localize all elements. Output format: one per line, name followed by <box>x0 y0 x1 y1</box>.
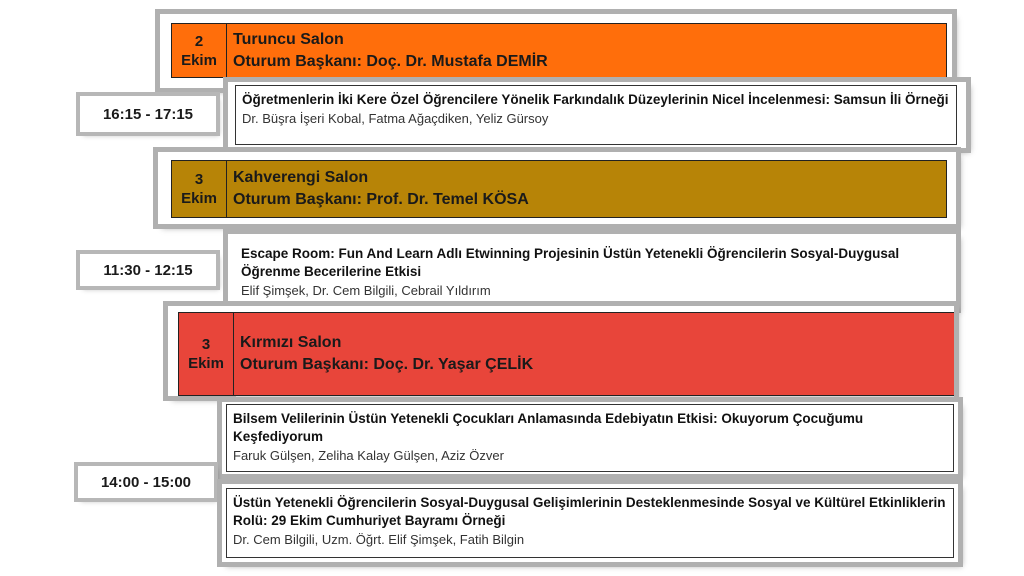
session-day: 3 <box>194 171 204 188</box>
session-date <box>172 161 227 217</box>
paper-title: Üstün Yetenekli Öğrencilerin Sosyal-Duygusal Gelişimlerinin Desteklenmesinde Sosyal ve Kültürel Etkinliklerin Rolü: 29 Ekim Cumhuriyet Bayramı Örneği <box>233 495 946 528</box>
time-slot: 14:00 - 15:00 <box>78 466 214 498</box>
session-info <box>227 161 529 217</box>
session-chair: Oturum Başkanı: Doç. Dr. Yaşar ÇELİK <box>240 356 534 373</box>
session-hall: Kahverengi Salon <box>233 169 369 186</box>
paper-title: Bilsem Velilerinin Üstün Yetenekli Çocukları Anlamasında Edebiyatın Etkisi: Okuyorum Çocuğumu Keşfediyorum <box>233 411 864 444</box>
time-slot: 11:30 - 12:15 <box>80 254 216 286</box>
clipped-row-strip <box>236 396 954 401</box>
session-month: Ekim <box>181 190 217 207</box>
session-chair: Oturum Başkanı: Doç. Dr. Mustafa DEMİR <box>233 52 548 70</box>
session-date <box>172 24 227 77</box>
session-info <box>227 24 548 77</box>
paper-authors: Elif Şimşek, Dr. Cem Bilgili, Cebrail Yıldırım <box>241 283 491 298</box>
paper-entry <box>226 488 954 558</box>
session-header-turuncu <box>171 23 947 78</box>
session-hall: Kırmızı Salon <box>240 334 342 351</box>
paper-authors: Faruk Gülşen, Zeliha Kalay Gülşen, Aziz Özver <box>233 448 504 463</box>
paper-entry <box>235 85 957 145</box>
session-header-kirmizi <box>178 312 954 396</box>
paper-title: Escape Room: Fun And Learn Adlı Etwinning Projesinin Üstün Yetenekli Öğrencilerin Sosyal-Duygusal Öğrenme Becerilerine Etkisi <box>241 246 900 279</box>
session-day: 2 <box>194 32 204 50</box>
session-info <box>234 313 533 395</box>
paper-authors: Dr. Cem Bilgili, Uzm. Öğrt. Elif Şimşek, Fatih Bilgin <box>233 532 525 547</box>
time-slot: 16:15 - 17:15 <box>80 96 216 132</box>
session-chair: Oturum Başkanı: Prof. Dr. Temel KÖSA <box>233 191 529 208</box>
paper-title: Öğretmenlerin İki Kere Özel Öğrencilere Yönelik Farkındalık Düzeylerinin Nicel İncelenmesi: Samsun İli Örneği <box>242 92 949 107</box>
paper-entry <box>235 240 951 304</box>
paper-authors: Dr. Büşra İşeri Kobal, Fatma Ağaçdiken, Yeliz Gürsoy <box>242 111 549 126</box>
paper-entry <box>226 404 954 472</box>
session-hall: Turuncu Salon <box>233 30 344 48</box>
session-date <box>179 313 234 395</box>
session-month: Ekim <box>188 355 224 372</box>
session-day: 3 <box>201 336 211 353</box>
session-month: Ekim <box>181 51 217 69</box>
session-header-kahverengi <box>171 160 947 218</box>
